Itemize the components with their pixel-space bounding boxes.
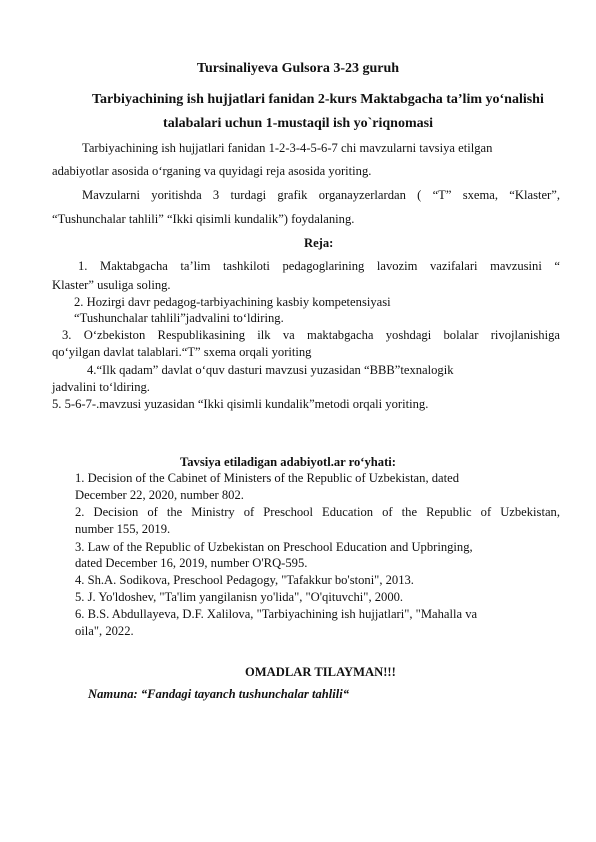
literature-item-2-line-1: 2. Decision of the Ministry of Preschool Education of the Republic of Uzbekistan, (75, 505, 560, 519)
plan-item-1-line-2: Klaster” usuliga soling. (52, 278, 171, 292)
plan-item-2-line-1: 2. Hozirgi davr pedagog-tarbiyachining kasbiy kompetensiyasi (74, 295, 391, 309)
plan-item-1-line-1: 1. Maktabgacha ta’lim tashkiloti pedagoglarining lavozim vazifalari mavzusini “ (78, 259, 560, 273)
plan-item-5-line-1: 5. 5-6-7-.mavzusi yuzasidan “Ikki qisimli kundalik”metodi orqali yoriting. (52, 397, 429, 411)
intro-paragraph-2-line-1: Mavzularni yoritishda 3 turdagi grafik organayzerlardan ( “T” sxema, “Klaster”, (82, 188, 560, 202)
literature-heading: Tavsiya etiladigan adabiyotl.ar ro‘yhati: (180, 455, 396, 469)
document-title-line-1: Tarbiyachining ish hujjatlari fanidan 2-kurs Maktabgacha ta’lim yo‘nalishi (92, 92, 544, 107)
closing-wish: OMADLAR TILAYMAN!!! (245, 665, 396, 679)
author-line: Tursinaliyeva Gulsora 3-23 guruh (196, 61, 400, 76)
plan-heading: Reja: (304, 236, 334, 250)
plan-item-2-line-2: “Tushunchalar tahlili”jadvalini to‘ldiring. (74, 311, 284, 325)
literature-item-6-line-2: oila", 2022. (75, 624, 134, 638)
literature-item-1-line-2: December 22, 2020, number 802. (75, 488, 244, 502)
intro-paragraph-1-line-1: Tarbiyachining ish hujjatlari fanidan 1-2-3-4-5-6-7 chi mavzularni tavsiya etilgan (82, 141, 493, 155)
plan-item-3-line-2: qo‘yilgan davlat talablari.“T” sxema orqali yoriting (52, 345, 312, 359)
plan-item-4-line-1: 4.“Ilk qadam” davlat o‘quv dasturi mavzusi yuzasidan “BBB”texnalogik (87, 363, 454, 377)
literature-item-4: 4. Sh.A. Sodikova, Preschool Pedagogy, "Tafakkur bo'stoni", 2013. (75, 573, 414, 587)
literature-item-6-line-1: 6. B.S. Abdullayeva, D.F. Xalilova, "Tarbiyachining ish hujjatlari", "Mahalla va (75, 607, 478, 621)
sample-caption: Namuna: “Fandagi tayanch tushunchalar tahlili“ (88, 687, 350, 701)
intro-paragraph-1-line-2: adabiyotlar asosida o‘rganing va quyidagi reja asosida yoriting. (52, 164, 372, 178)
document-title-line-2: talabalari uchun 1-mustaqil ish yo`riqnomasi (163, 116, 433, 131)
plan-item-3-line-1: 3. O‘zbekiston Respublikasining ilk va maktabgacha yoshdagi bolalar rivojlanishiga (62, 328, 560, 342)
literature-item-3-line-2: dated December 16, 2019, number O'RQ-595. (75, 556, 308, 570)
literature-item-5: 5. J. Yo'ldoshev, "Ta'lim yangilanisn yo'lida", "O'qituvchi", 2000. (75, 590, 404, 604)
literature-item-2-line-2: number 155, 2019. (75, 522, 171, 536)
intro-paragraph-2-line-2: “Tushunchalar tahlili” “Ikki qisimli kundalik”) foydalaning. (52, 212, 355, 226)
literature-item-3-line-1: 3. Law of the Republic of Uzbekistan on Preschool Education and Upbringing, (75, 540, 473, 554)
literature-item-1-line-1: 1. Decision of the Cabinet of Ministers of the Republic of Uzbekistan, dated (75, 471, 460, 485)
plan-item-4-line-2: jadvalini to‘ldiring. (52, 380, 150, 394)
